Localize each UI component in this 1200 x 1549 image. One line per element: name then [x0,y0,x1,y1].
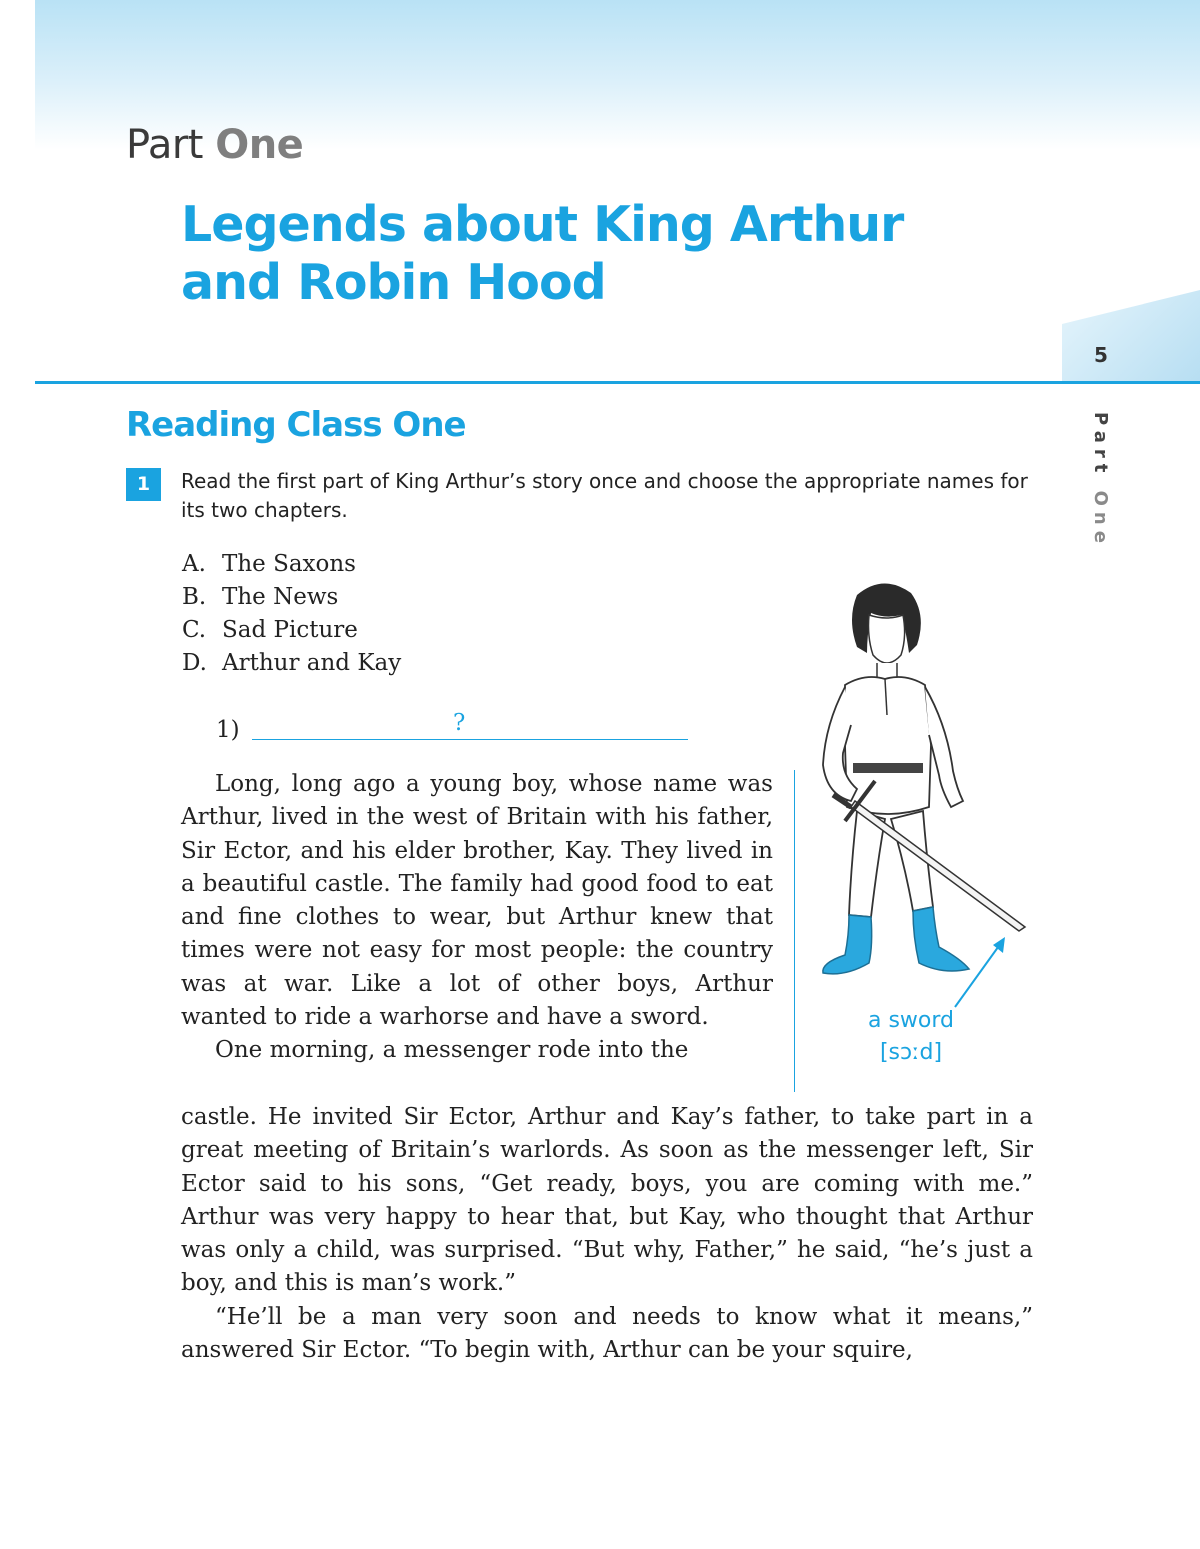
story-paragraph-3: “He’ll be a man very soon and needs to know what it means,” answered Sir Ector. “To begin with, Arthur can be your squire, [181,1303,1033,1364]
option-text: The News [222,584,339,610]
side-part-number: One [1090,490,1111,549]
option-letter: A. [182,551,206,577]
title-line-2: and Robin Hood [181,254,606,311]
title-line-1: Legends about King Arthur [181,196,904,253]
option-text: The Saxons [222,551,356,577]
caption-transcription: [sɔːd] [879,1040,943,1065]
header-rule [35,381,1200,384]
story-paragraph-1: Long, long ago a young boy, whose name was Arthur, lived in the west of Britain with his father, Sir Ector, and his elder brother, Kay. They lived in a beautiful castle. The family had good food to eat and fine clothes to wear, but Arthur knew that times were not easy for most people: the country was at war. Like a lot of other boys, Arthur wanted to ride a warhorse and have a sword. [181,771,773,1031]
part-number: One [215,122,304,168]
option-text: Sad Picture [222,617,358,643]
blank-underline [252,739,688,740]
tunic-shape [845,677,931,814]
option-letter: D. [182,650,207,676]
page-number: 5 [1094,343,1108,367]
pointer-arrow [955,943,1001,1007]
sword-caption [846,1005,976,1069]
side-part-word: Part [1090,412,1111,479]
option-item [182,548,401,581]
right-boot [913,907,969,971]
chapter-options [182,548,401,680]
chapter-title-blank[interactable] [216,712,696,748]
left-boot [823,915,872,974]
blank-placeholder: ? [453,710,466,736]
option-item [182,647,401,680]
story-paragraph-2-rest: castle. He invited Sir Ector, Arthur and Kay’s father, to take part in a great meeting of Britain’s warlords. As soon as the messenger left, Sir Ector said to his sons, “Get ready, boys, you are coming with me.” Arthur was very happy to hear that, but Kay, who thought that Arthur was only a child, was surprised. “But why, Father,” he said, “he’s just a boy, and this is man’s work.” [181,1104,1033,1297]
story-paragraph-2-start: One morning, a messenger rode into the [215,1037,689,1064]
belt-shape [853,763,923,773]
part-label [126,122,303,168]
blank-number: 1) [216,717,240,743]
side-part-label [1090,412,1111,549]
option-letter: C. [182,617,207,643]
task-instruction: Read the first part of King Arthur’s story once and choose the appropriate names for its two chapters. [181,469,1028,522]
page-title [181,196,941,312]
option-letter: B. [182,584,207,610]
part-word: Part [126,122,203,168]
caption-word: a sword [867,1008,954,1033]
corner-tab [1062,290,1200,382]
option-text: Arthur and Kay [222,650,402,676]
option-item [182,614,401,647]
story-full-width [181,1101,1033,1367]
option-item [182,581,401,614]
face-shape [869,615,905,663]
task-number-badge: 1 [126,468,161,501]
section-title: Reading Class One [126,405,466,445]
story-column [181,768,773,1068]
arthur-illustration [805,575,1040,1045]
sidebar-divider [794,770,795,1092]
